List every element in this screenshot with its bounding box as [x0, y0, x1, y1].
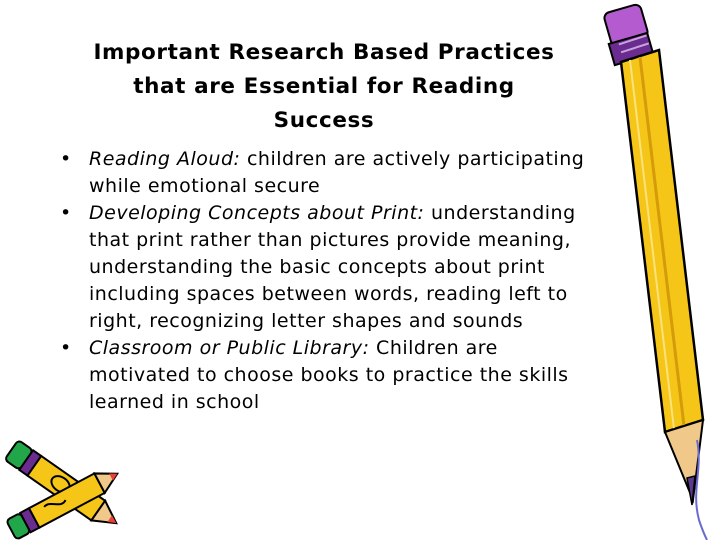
title-line: Important Research Based Practices: [93, 40, 555, 65]
title-line: that are Essential for Reading: [133, 74, 515, 99]
bullet-text: learned in school: [89, 391, 260, 413]
bullet-marker: •: [60, 337, 72, 359]
title-line: Success: [273, 108, 375, 133]
slide-title: [60, 36, 588, 138]
bullet-text: understanding the basic concepts about print: [89, 256, 545, 278]
bullet-term: Reading Aloud:: [89, 148, 241, 170]
bullet-term: Classroom or Public Library:: [89, 337, 370, 359]
bullet-item-library: [60, 335, 660, 416]
bullet-text: children are actively participating: [240, 148, 585, 170]
bullet-text: that print rather than pictures provide meaning,: [89, 229, 572, 251]
bullet-list: [60, 146, 660, 416]
bullet-text: Children are: [369, 337, 498, 359]
crossed-pencils-icon: [0, 430, 140, 540]
bullet-marker: •: [60, 202, 72, 224]
bullet-text: understanding: [424, 202, 576, 224]
pencil-icon: [575, 0, 720, 540]
bullet-term: Developing Concepts about Print:: [89, 202, 425, 224]
bullet-text: right, recognizing letter shapes and sounds: [89, 310, 524, 332]
bullet-text: motivated to choose books to practice the skills: [89, 364, 569, 386]
bullet-item-reading-aloud: [60, 146, 660, 200]
bullet-marker: •: [60, 148, 72, 170]
bullet-text: including spaces between words, reading left to: [89, 283, 568, 305]
bullet-item-concepts-about-print: [60, 200, 660, 335]
bullet-text: while emotional secure: [89, 175, 321, 197]
